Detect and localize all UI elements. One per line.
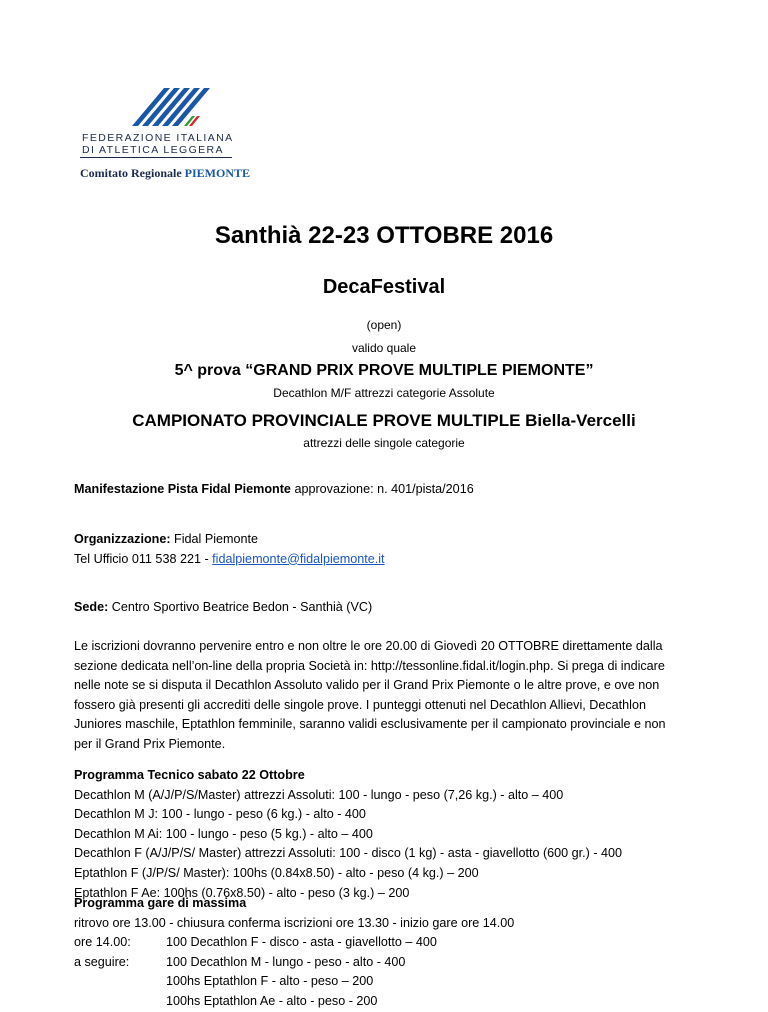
manifestazione-line xyxy=(74,480,694,500)
fidal-stripes-icon xyxy=(80,86,232,132)
programma-tecnico-line: Decathlon M (A/J/P/S/Master) attrezzi Assoluti: 100 - lungo - peso (7,26 kg.) - alto – 400 xyxy=(74,787,564,802)
sede-text: Centro Sportivo Beatrice Bedon - Santhià (VC) xyxy=(108,600,373,614)
manifestazione-text: approvazione: n. 401/pista/2016 xyxy=(290,482,474,496)
programma-tecnico-title: Programma Tecnico sabato 22 Ottobre xyxy=(74,768,305,782)
iscrizioni-line: per il Grand Prix Piemonte. xyxy=(74,736,226,751)
schedule-events: 100 Decathlon M - lungo - peso - alto - 400 xyxy=(166,954,406,969)
schedule-events: 100 Decathlon F - disco - asta - giavellotto – 400 xyxy=(166,935,437,950)
championship-heading: CAMPIONATO PROVINCIALE PROVE MULTIPLE Biella-Vercelli xyxy=(132,411,636,430)
iscrizioni-line: Le iscrizioni dovranno pervenire entro e non oltre le ore 20.00 di Giovedì 20 OTTOBRE direttamente dalla xyxy=(74,639,663,653)
event-open-note: (open) xyxy=(366,318,402,332)
programma-tecnico-line: Decathlon M Ai: 100 - lungo - peso (5 kg.) - alto – 400 xyxy=(74,826,373,841)
logo-committee xyxy=(80,166,250,181)
event-name: DecaFestival xyxy=(322,276,446,298)
logo-line-1: FEDERAZIONE ITALIANA xyxy=(82,132,234,144)
programma-tecnico-line: Decathlon M J: 100 - lungo - peso (6 kg.) - alto - 400 xyxy=(74,807,366,822)
fidal-logo xyxy=(80,86,250,186)
manifestazione-label: Manifestazione Pista Fidal Piemonte xyxy=(74,482,291,496)
organizzazione-text: Fidal Piemonte xyxy=(170,532,259,546)
email-link[interactable]: fidalpiemonte@fidalpiemonte.it xyxy=(212,551,385,566)
grand-prix-subtitle: Decathlon M/F attrezzi categorie Assolute xyxy=(273,386,495,400)
logo-committee-region: PIEMONTE xyxy=(184,166,250,180)
schedule-row xyxy=(74,933,694,953)
schedule-time: a seguire: xyxy=(74,954,130,969)
programma-gare-title: Programma gare di massima xyxy=(74,896,247,910)
schedule-events: 100hs Eptathlon F - alto - peso – 200 xyxy=(166,974,374,989)
iscrizioni-paragraph xyxy=(74,637,694,755)
iscrizioni-line: nelle note se si disputa il Decathlon Assoluto valido per il Grand Prix Piemonte o le altre prove, e ove non xyxy=(74,678,660,693)
organizzazione-label: Organizzazione: xyxy=(74,532,171,546)
schedule-events: 100hs Eptathlon Ae - alto - peso - 200 xyxy=(166,993,378,1008)
programma-tecnico-line: Decathlon F (A/J/P/S/ Master) attrezzi Assoluti: 100 - disco (1 kg) - asta - giavellotto (600 gr.) - 400 xyxy=(74,846,623,861)
grand-prix-heading: 5^ prova “GRAND PRIX PROVE MULTIPLE PIEMONTE” xyxy=(174,362,594,379)
logo-divider xyxy=(80,157,232,158)
programma-tecnico-line: Eptathlon F (J/P/S/ Master): 100hs (0.84x8.50) - alto - peso (4 kg.) – 200 xyxy=(74,865,479,880)
organizzazione-block xyxy=(74,530,694,569)
document-title: Santhià 22-23 OTTOBRE 2016 xyxy=(214,222,554,249)
logo-line-2: DI ATLETICA LEGGERA xyxy=(82,144,224,156)
tel-text: Tel Ufficio 011 538 221 - xyxy=(74,551,213,566)
sede-line xyxy=(74,598,694,618)
schedule-row xyxy=(74,953,694,973)
championship-subtitle: attrezzi delle singole categorie xyxy=(303,436,465,450)
iscrizioni-line: sezione dedicata nell’on-line della propria Società in: http://tessonline.fidal.it/login.php. Si prega di indicare xyxy=(74,658,665,673)
schedule-time: ore 14.00: xyxy=(74,935,131,950)
programma-tecnico-line: Eptathlon F Ae: 100hs (0.76x8.50) - alto - peso (3 kg.) – 200 xyxy=(74,885,410,900)
programma-tecnico xyxy=(74,766,694,903)
iscrizioni-line: Juniores maschile, Eptathlon femminile, saranno validi esclusivamente per il campionato provinciale e non xyxy=(74,717,666,732)
logo-committee-prefix: Comitato Regionale xyxy=(80,166,182,180)
sede-label: Sede: xyxy=(74,600,109,614)
valido-quale: valido quale xyxy=(351,341,417,355)
ritrovo-line: ritrovo ore 13.00 - chiusura conferma iscrizioni ore 13.30 - inizio gare ore 14.00 xyxy=(74,915,515,930)
iscrizioni-line: fossero già presenti gli accrediti delle singole prove. I punteggi ottenuti nel Decathlon Allievi, Decathlon xyxy=(74,697,646,712)
